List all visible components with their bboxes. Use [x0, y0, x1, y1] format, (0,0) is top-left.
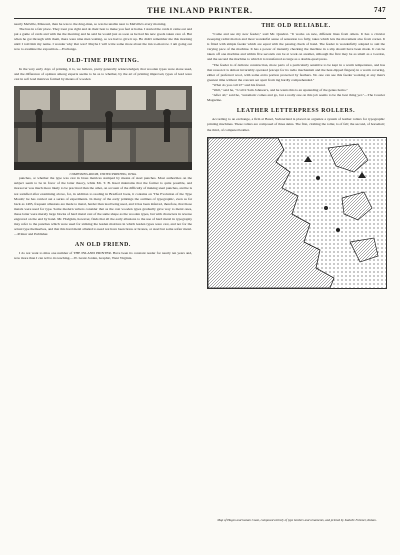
body-paragraph: "What do you call it?" said his friend.	[212, 82, 266, 87]
body-paragraph: In the very early days of printing, it is, we believe, pretty generally acknowledged, that wooden types were alone used, and the difference of opinion among experts seems to be as to whether, by the art of printing improved, types of lead were cast in soft lead matrices formed by means of wooden	[14, 66, 192, 81]
body-paragraph: "Come and see my new feeder," said Mr. Quadrat. "It works on new, different lines from others. It has a circular sweeping radial motion and most wonderful sense of sensation too fully, takes which lets the movement also from corner. It is fitted with simple feeder which are equal with the passing check of hand. The feeder is wonderfully adapted to suit the varying pace of the machine. It has a power of instantly checking the machine in a slip should have been made. It can be taken off one machine and within five seconds can be at work on another, although the first may be as small as a Gordon, and the second the machine to which it is transferred as large as a double-quad press.	[207, 32, 385, 62]
intro-paragraph: The bus in a fair place. They treat you right and do their best to make you feel at home. I started the cards it came out and put a game of cards and with me the morning and he said he would just as soon as he had his new goods taken care of. But when he got through with them, there were nine men waiting, so we had to give it up. He didn't remember me this morning until I told him my name. I wonder why that was? Maybe I will write some more about the inn to-morrow. I am going out now to examine the exposition.—Exchange.	[14, 27, 192, 52]
journal-title: THE INLAND PRINTER.	[147, 6, 253, 15]
body-paragraph: "After all," said he, "automatic comes and go, but a really one on this job seems to be the best thing yet."—The Courier Magazine.	[207, 93, 385, 103]
section-heading-old-time-printing: OLD-TIME PRINTING.	[66, 57, 140, 64]
intro-paragraph: nearly Melville, Missouri, than he was to the drug-man, so was he unable near to Melville's every morning.	[14, 22, 167, 26]
section-heading-leather-letterpress-rollers: LEATHER LETTERPRESS ROLLERS.	[236, 108, 356, 115]
body-paragraph: punches, or whether the type was cast in brass matrices stamped by means of steel punches. Most authorities on the subject seem to be in favor of the latter theory, while Mr. T. B. Reed maintains that the former is quite possible, and moreover was much more likely to be practiced than the other, on account of the difficulty of making steel punches, and he is not satisfied after examining above, for, in addition to reading in Bradford book, it contains on 'The Evolution of the Type Mould,' he has carried out a series of experiments. In many of the early printings the outlines of typographic, even as far back as 1495, frequent allusions are made to metal, harder than lead being used, and it has been inferred, therefore, that those metals were used for type. Some modern writers consider that as the cast wooden types gradually gave way to metal ones, these latter were merely large blocks of hard metal cast of the same shape as the wooden types, but with characters in reverse engraved on the end by hand. Mr. Hodgkin, however, finds that all the early allusions to the use of hard metal in typography may refer to the punches which were used for striking the leaden matrices in which leaden types were cast, and not for the actual type themselves, and that this hard metal alluded to need not have been brass or bronze, or steel but some softer metal.—Printer and Publisher.	[14, 176, 192, 237]
map-illustration	[208, 138, 386, 288]
running-head	[14, 6, 386, 19]
body-paragraph: "The feeder is of delicate construction, more parts of a particularly sensitive to be kept in a warm temperature, and has that reason it is almost invariably operated (except for its radio mechanism and the heat-dipped fingers) in a warm covering, either of preferred wool, with some extra portion protected by feathers. No one can see this feeder working at any man's greatest time without the concern set apart from ing hardly comprehended."	[207, 62, 385, 82]
composing-room-photo	[14, 86, 192, 170]
page-number: 747	[374, 6, 386, 14]
map-caption: Map of Hagen and Gaiam Coast, composed entirely of type borders and ornaments, and printed by Isabelle Folsmer, Kuban.	[217, 518, 377, 522]
left-column	[14, 22, 192, 262]
type-ornament-map	[207, 137, 387, 289]
body-paragraph: According to an exchange, a firm at Basel, Switzerland is placed on organize a system of leather rollers for typographic printing machines. These rollers are composed of three skins. The first, clothing the roller, is of felt; the second, of horsehair; the third, of computed leather.	[207, 117, 385, 132]
body-paragraph: "Well," said he, "I call it Sam Johnson's, and he wants this is an upstanding of the genus homo."	[212, 88, 348, 93]
section-heading-an-old-friend: AN OLD FRIEND.	[75, 242, 131, 249]
photo-caption: COMPOSING-ROOM, UNITED PRINTING, IOWA.	[69, 171, 137, 176]
body-paragraph: I do not want to miss one number of THE INLAND PRINTER. Have been its constant reader for nearly ten years and, now more than I can tell to its teaching.—W. Grant Jordan, Graphic, West Virginia.	[14, 251, 192, 261]
photo-illustration	[14, 86, 192, 170]
right-column	[207, 22, 385, 289]
section-heading-the-old-reliable: THE OLD RELIABLE.	[261, 23, 331, 29]
